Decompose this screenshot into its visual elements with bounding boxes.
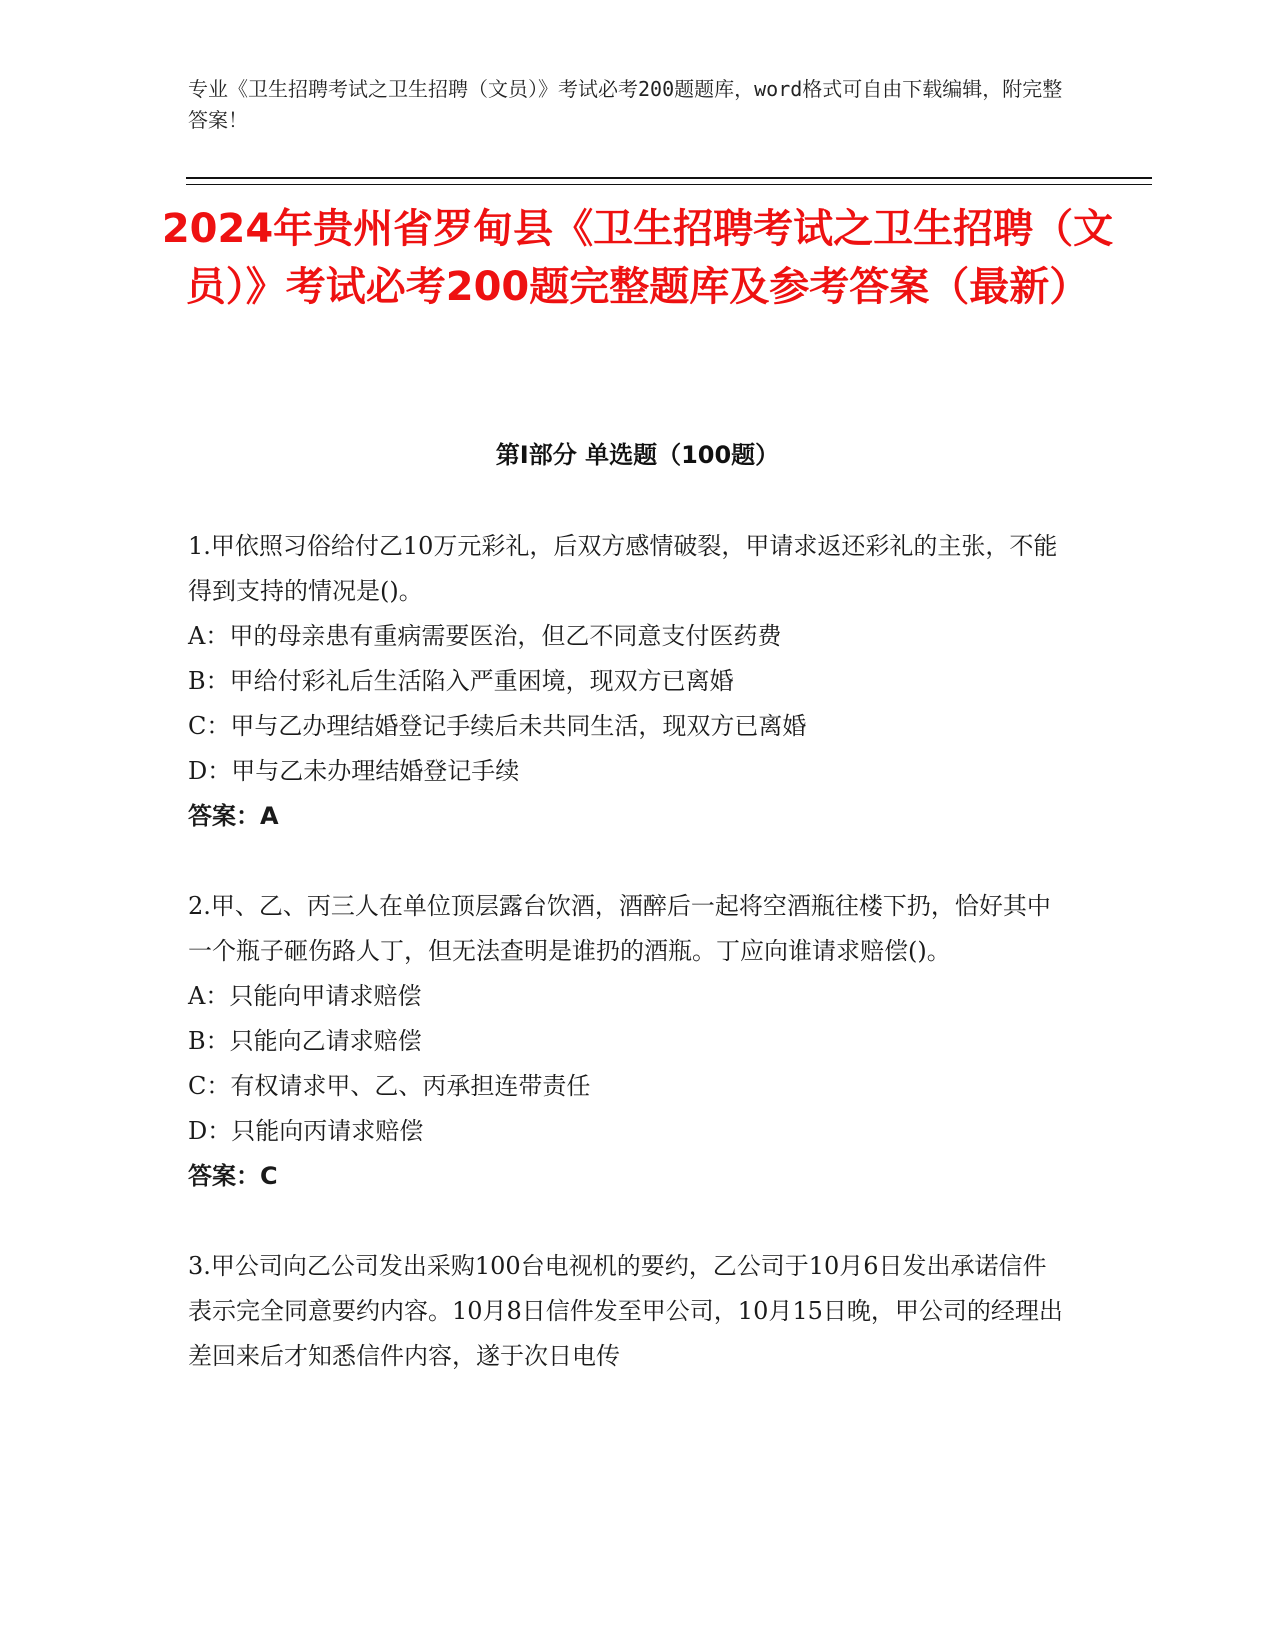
option-d: D：甲与乙未办理结婚登记手续 <box>188 757 520 785</box>
question-stem: 2.甲、乙、丙三人在单位顶层露台饮酒，酒醉后一起将空酒瓶往楼下扔，恰好其中一个瓶子砸伤路人丁，但无法查明是谁扔的酒瓶。丁应向谁请求赔偿()。 <box>188 892 1051 965</box>
question-2 <box>188 884 1068 1199</box>
header-divider-thin <box>186 184 1152 185</box>
option-b: B：甲给付彩礼后生活陷入严重困境，现双方已离婚 <box>188 667 734 695</box>
question-stem: 1.甲依照习俗给付乙10万元彩礼，后双方感情破裂，甲请求返还彩礼的主张，不能得到支持的情况是()。 <box>188 532 1058 605</box>
document-title: 2024年贵州省罗甸县《卫生招聘考试之卫生招聘（文员）》考试必考200题完整题库及参考答案（最新） <box>161 206 1114 310</box>
question-stem: 3.甲公司向乙公司发出采购100台电视机的要约，乙公司于10月6日发出承诺信件表示完全同意要约内容。10月8日信件发至甲公司，10月15日晚，甲公司的经理出差回来后才知悉信件内容，遂于次日电传 <box>188 1252 1063 1370</box>
header-divider-thick <box>186 177 1152 179</box>
section-heading: 第I部分 单选题（100题） <box>495 441 780 469</box>
option-c: C：有权请求甲、乙、丙承担连带责任 <box>188 1072 591 1100</box>
question-list <box>188 524 1068 1424</box>
option-a: A：只能向甲请求赔偿 <box>188 982 422 1010</box>
option-d: D：只能向丙请求赔偿 <box>188 1117 424 1145</box>
question-1 <box>188 524 1068 839</box>
answer: 答案：A <box>188 802 279 830</box>
header-note: 专业《卫生招聘考试之卫生招聘（文员）》考试必考200题题库，word格式可自由下载编辑，附完整答案！ <box>188 77 1063 132</box>
option-b: B：只能向乙请求赔偿 <box>188 1027 422 1055</box>
option-a: A：甲的母亲患有重病需要医治，但乙不同意支付医药费 <box>188 622 782 650</box>
option-c: C：甲与乙办理结婚登记手续后未共同生活，现双方已离婚 <box>188 712 807 740</box>
question-3 <box>188 1244 1068 1379</box>
answer: 答案：C <box>188 1162 278 1190</box>
